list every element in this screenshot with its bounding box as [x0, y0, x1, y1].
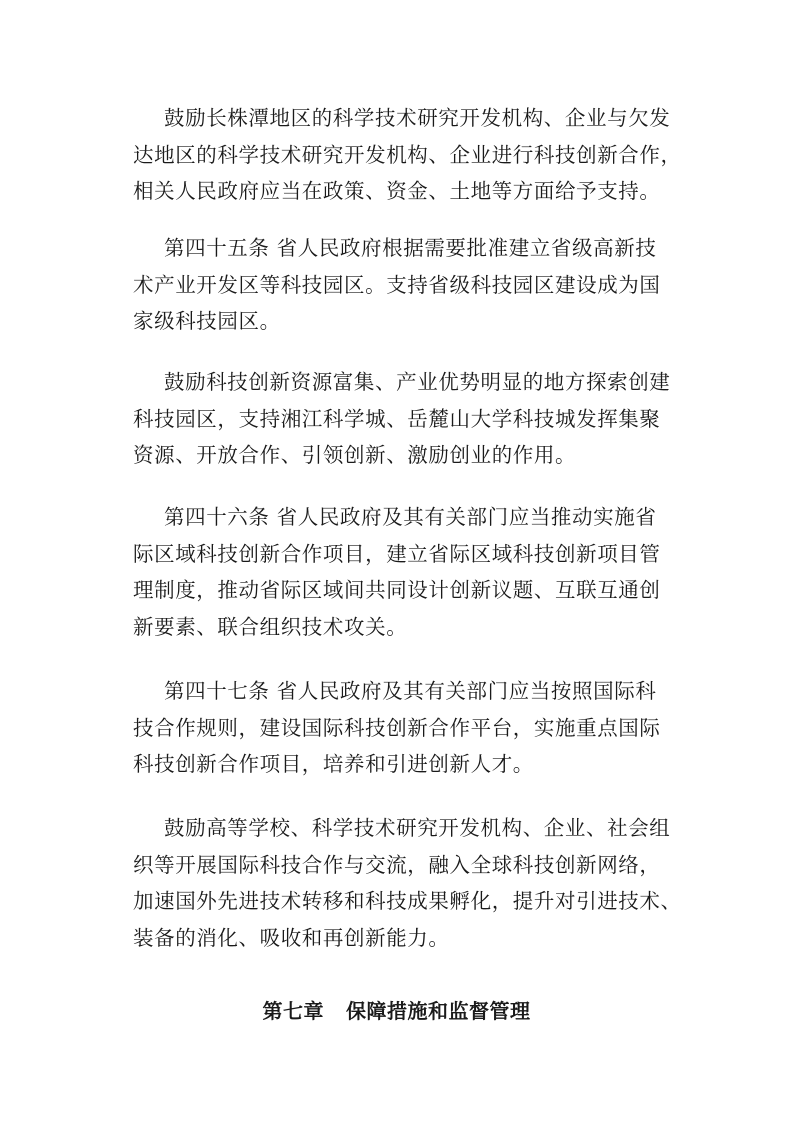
chapter-heading — [0, 996, 793, 1026]
paragraph-line: 鼓励长株潭地区的科学技术研究开发机构、企业与欠发 — [164, 106, 671, 130]
chapter-title: 保障措施和监督管理 — [346, 999, 531, 1023]
paragraph-line: 家级科技园区。 — [133, 309, 281, 333]
paragraph-line: 织等开展国际科技合作与交流，融入全球科技创新网络， — [133, 852, 661, 877]
paragraph-line: 新要素、联合组织技术攻关。 — [133, 614, 408, 639]
paragraph-3 — [133, 364, 673, 474]
paragraph-line: 第四十五条 省人民政府根据需要批准建立省级高新技 — [164, 236, 657, 260]
paragraph-line: 术产业开发区等科技园区。支持省级科技园区建设成为国 — [133, 272, 661, 297]
paragraph-line: 相关人民政府应当在政策、资金、土地等方面给予支持。 — [133, 179, 661, 203]
paragraph-line: 鼓励科技创新资源富集、产业优势明显的地方探索创建 — [164, 370, 671, 394]
paragraph-line: 资源、开放合作、引领创新、激励创业的作用。 — [133, 443, 577, 467]
paragraph-line: 际区域科技创新合作项目，建立省际区域科技创新项目管 — [133, 541, 661, 566]
paragraph-line: 加速国外先进技术转移和科技成果孵化，提升对引进技术、 — [133, 889, 682, 913]
paragraph-line: 技合作规则，建设国际科技创新合作平台，实施重点国际 — [133, 715, 661, 740]
paragraph-1 — [133, 100, 682, 210]
paragraph-article-45 — [133, 230, 673, 340]
paragraph-line: 理制度，推动省际区域间共同设计创新议题、互联互通创 — [133, 578, 661, 602]
paragraph-line: 科技创新合作项目，培养和引进创新人才。 — [133, 752, 534, 776]
paragraph-6 — [133, 810, 682, 956]
paragraph-line: 科技园区，支持湘江科学城、岳麓山大学科技城发挥集聚 — [133, 406, 661, 431]
paragraph-line: 装备的消化、吸收和再创新能力。 — [133, 925, 450, 950]
paragraph-article-47 — [133, 673, 673, 783]
paragraph-line: 达地区的科学技术研究开发机构、企业进行科技创新合作， — [133, 142, 682, 167]
paragraph-line: 第四十七条 省人民政府及其有关部门应当按照国际科 — [164, 679, 657, 703]
paragraph-article-46 — [133, 499, 673, 645]
chapter-number: 第七章 — [262, 999, 324, 1023]
paragraph-line: 第四十六条 省人民政府及其有关部门应当推动实施省 — [164, 505, 657, 529]
paragraph-line: 鼓励高等学校、科学技术研究开发机构、企业、社会组 — [164, 816, 671, 840]
